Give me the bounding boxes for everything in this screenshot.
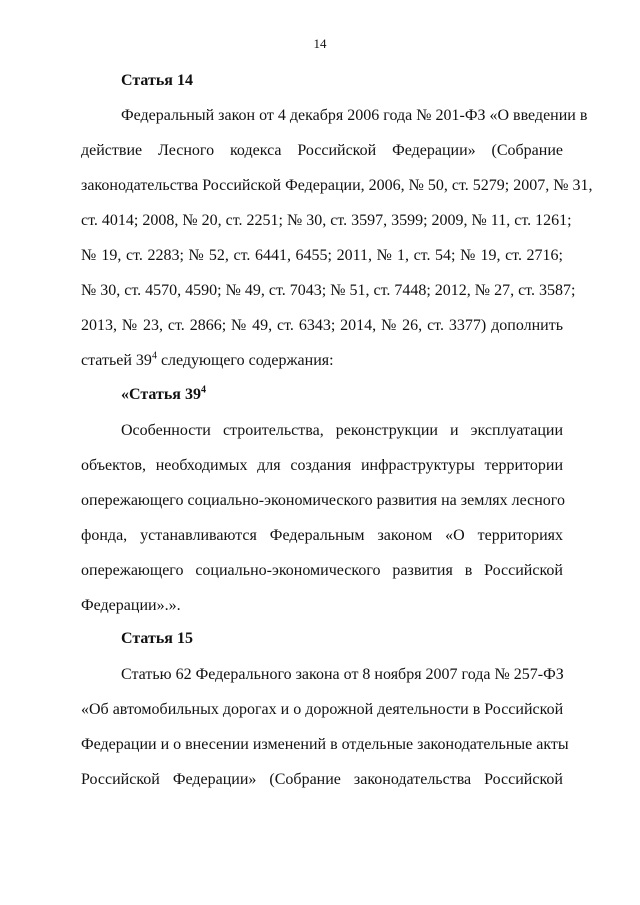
article-14-line-5: № 19, ст. 2283; № 52, ст. 6441, 6455; 2011, № 1, ст. 54; № 19, ст. 2716; bbox=[81, 247, 563, 264]
article-39-4-line-4: фонда, устанавливаются Федеральным законом «О территориях bbox=[81, 527, 563, 544]
page-number: 14 bbox=[313, 36, 327, 51]
article-14-heading: Статья 14 bbox=[121, 72, 193, 89]
article-39-4-line-5: опережающего социально-экономического развития в Российской bbox=[81, 562, 563, 579]
article-15-line-4: Российской Федерации» (Собрание законодательства Российской bbox=[81, 771, 563, 788]
article-14-line-1: Федеральный закон от 4 декабря 2006 года № 201-ФЗ «О введении в bbox=[121, 107, 588, 124]
article-39-4-line-2: объектов, необходимых для создания инфраструктуры территории bbox=[81, 457, 563, 474]
article-14-line-7: 2013, № 23, ст. 2866; № 49, ст. 6343; 2014, № 26, ст. 3377) дополнить bbox=[81, 317, 563, 334]
article-39-4-line-1: Особенности строительства, реконструкции и эксплуатации bbox=[121, 422, 563, 439]
article-14-line-4: ст. 4014; 2008, № 20, ст. 2251; № 30, ст. 3597, 3599; 2009, № 11, ст. 1261; bbox=[81, 212, 572, 229]
article-39-4-heading-text: «Статья 39 bbox=[121, 386, 201, 403]
article-39-4-line-6: Федерации».». bbox=[81, 597, 181, 614]
article-14-line-8 bbox=[81, 351, 563, 371]
article-15-heading: Статья 15 bbox=[121, 630, 193, 647]
article-39-4-heading-sup: 4 bbox=[200, 384, 206, 396]
article-39-4-line-3: опережающего социально-экономического развития на землях лесного bbox=[81, 492, 565, 509]
article-14-line-6: № 30, ст. 4570, 4590; № 49, ст. 7043; № 51, ст. 7448; 2012, № 27, ст. 3587; bbox=[81, 282, 576, 299]
article-14-line-8-pre: статьей 39 bbox=[81, 352, 152, 369]
article-14-line-8-post: следующего содержания: bbox=[156, 352, 334, 369]
article-39-4-heading bbox=[121, 386, 206, 404]
article-15-line-2: «Об автомобильных дорогах и о дорожной деятельности в Российской bbox=[81, 701, 564, 718]
article-14-line-8-sup: 4 bbox=[151, 350, 157, 362]
article-15-line-1: Статью 62 Федерального закона от 8 ноября 2007 года № 257-ФЗ bbox=[121, 666, 564, 683]
article-15-line-3: Федерации и о внесении изменений в отдельные законодательные акты bbox=[81, 736, 569, 753]
article-14-line-3: законодательства Российской Федерации, 2006, № 50, ст. 5279; 2007, № 31, bbox=[81, 177, 593, 194]
article-14-line-2: действие Лесного кодекса Российской Федерации» (Собрание bbox=[81, 142, 563, 159]
